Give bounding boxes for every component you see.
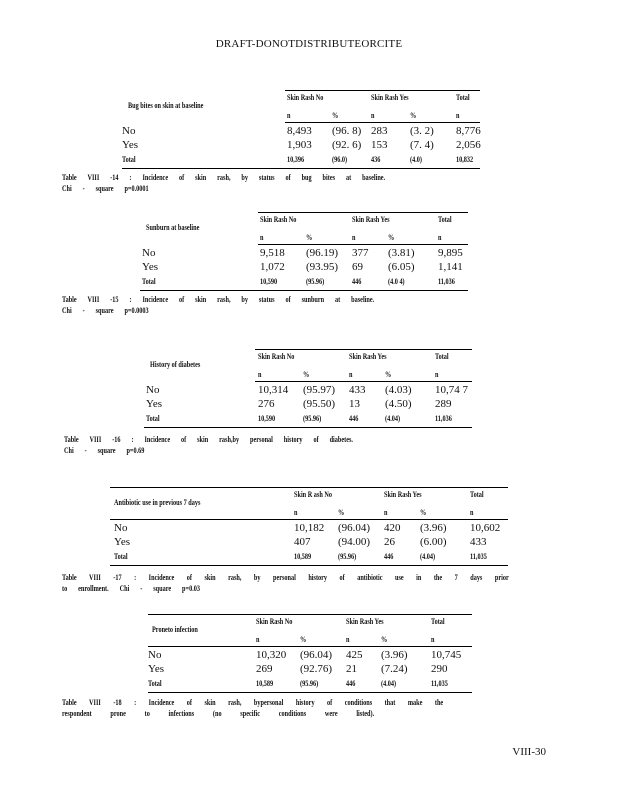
row-label: No <box>146 384 160 396</box>
col-header-total: Total <box>431 617 445 626</box>
cell-yes-pct: (3. 2) <box>410 125 434 137</box>
subheader-n: n <box>349 370 353 379</box>
subheader-pct: % <box>306 233 313 242</box>
total-yes-pct: (4.04) <box>385 414 401 423</box>
table-caption: Table VIII -16 : Incidence of skin rash,by personal history of diabetes. <box>64 435 353 444</box>
cell-no-n: 9,518 <box>260 247 285 259</box>
cell-yes-n: 21 <box>346 663 357 675</box>
cell-yes-n: 420 <box>384 522 401 534</box>
subheader-pct: % <box>300 635 307 644</box>
total-total: 11,035 <box>431 679 448 688</box>
table-top-rule <box>258 212 468 213</box>
row-label: Yes <box>148 663 165 675</box>
total-row-label: Total <box>146 414 160 423</box>
table-statistic: to enrollment. Chi - square p=0.03 <box>62 584 201 593</box>
total-no-pct: (96.0) <box>332 155 348 164</box>
subheader-n: n <box>287 111 291 120</box>
subheader-n: n <box>258 370 262 379</box>
cell-yes-pct: (3.96) <box>381 649 408 661</box>
cell-no-pct: (96.04) <box>338 522 371 534</box>
row-variable-label: Sunburn at baseline <box>146 223 200 232</box>
cell-no-n: 8,493 <box>287 125 312 137</box>
cell-no-pct: (92. 6) <box>332 139 362 151</box>
cell-total: 290 <box>431 663 448 675</box>
table-header-rule <box>255 381 472 382</box>
total-total: 11,035 <box>470 552 487 561</box>
col-header-total: Total <box>435 352 449 361</box>
col-header-rash-yes: Skin Rash Yes <box>349 352 387 361</box>
table-caption: Table VIII -15 : Incidence of skin rash, by status of sunburn at baseline. <box>62 295 375 304</box>
cell-total: 2,056 <box>456 139 481 151</box>
cell-no-pct: (96.04) <box>300 649 333 661</box>
table-statistic: Chi - square p=0.69 <box>64 446 145 455</box>
subheader-n: n <box>371 111 375 120</box>
cell-yes-pct: (4.03) <box>385 384 412 396</box>
table-top-rule <box>285 90 480 91</box>
table-caption: Table VIII -14 : Incidence of skin rash, by status of bug bites at baseline. <box>62 173 386 182</box>
cell-no-n: 276 <box>258 398 275 410</box>
cell-no-n: 407 <box>294 536 311 548</box>
subheader-n: n <box>456 111 460 120</box>
subheader-n: n <box>260 233 264 242</box>
cell-no-n: 10,182 <box>294 522 325 534</box>
row-label: Yes <box>146 398 163 410</box>
table-caption: Table VIII -17 : Incidence of skin rash, by personal history of antibiotic use in the 7 days prior <box>62 573 509 582</box>
total-no-n: 10,589 <box>294 552 312 561</box>
page-header: DRAFT-DONOTDISTRIBUTEORCITE <box>215 38 403 50</box>
table-header-rule <box>258 244 468 245</box>
table-bottom-rule <box>122 168 480 169</box>
cell-yes-pct: (7. 4) <box>410 139 434 151</box>
total-yes-pct: (4.0 4) <box>388 277 405 286</box>
subheader-n: n <box>431 635 435 644</box>
total-total: 10,832 <box>456 155 474 164</box>
subheader-pct: % <box>381 635 388 644</box>
total-no-pct: (95.96) <box>338 552 357 561</box>
table-top-rule <box>110 487 508 488</box>
total-yes-pct: (4.0) <box>410 155 422 164</box>
row-label: Yes <box>122 139 139 151</box>
subheader-n: n <box>346 635 350 644</box>
cell-yes-pct: (3.96) <box>420 522 447 534</box>
cell-yes-n: 425 <box>346 649 363 661</box>
cell-yes-n: 26 <box>384 536 395 548</box>
table-bottom-rule <box>148 692 472 693</box>
cell-total: 433 <box>470 536 487 548</box>
subheader-pct: % <box>410 111 417 120</box>
cell-yes-n: 433 <box>349 384 366 396</box>
cell-yes-pct: (6.05) <box>388 261 415 273</box>
cell-total: 9,895 <box>438 247 463 259</box>
col-header-total: Total <box>470 490 484 499</box>
table-caption: Table VIII -18 : Incidence of skin rash, bypersonal history of conditions that make the <box>62 698 444 707</box>
total-total: 11,036 <box>435 414 452 423</box>
col-header-rash-no: Skin Rash No <box>287 93 324 102</box>
total-row-label: Total <box>122 155 136 164</box>
total-yes-n: 446 <box>352 277 362 286</box>
row-label: Yes <box>142 261 159 273</box>
subheader-pct: % <box>338 508 345 517</box>
table-bottom-rule <box>140 290 468 291</box>
cell-yes-pct: (7.24) <box>381 663 408 675</box>
cell-no-pct: (94.00) <box>338 536 371 548</box>
total-no-pct: (95.96) <box>300 679 319 688</box>
total-no-pct: (95.96) <box>303 414 322 423</box>
total-no-n: 10,590 <box>258 414 276 423</box>
subheader-n: n <box>435 370 439 379</box>
col-header-rash-yes: Skin Rash Yes <box>371 93 409 102</box>
cell-no-n: 1,072 <box>260 261 285 273</box>
subheader-n: n <box>384 508 388 517</box>
table-top-rule <box>255 349 472 350</box>
subheader-pct: % <box>385 370 392 379</box>
cell-no-pct: (95.50) <box>303 398 336 410</box>
cell-total: 289 <box>435 398 452 410</box>
total-no-n: 10,396 <box>287 155 305 164</box>
table-header-rule <box>285 122 480 123</box>
cell-no-n: 1,903 <box>287 139 312 151</box>
cell-no-pct: (95.97) <box>303 384 336 396</box>
row-label: Yes <box>114 536 131 548</box>
subheader-pct: % <box>332 111 339 120</box>
cell-yes-pct: (4.50) <box>385 398 412 410</box>
col-header-total: Total <box>438 215 452 224</box>
total-yes-pct: (4.04) <box>420 552 436 561</box>
cell-total: 10,74 7 <box>435 384 468 396</box>
col-header-rash-no: Skin Rash No <box>258 352 295 361</box>
cell-total: 1,141 <box>438 261 463 273</box>
total-yes-n: 446 <box>384 552 394 561</box>
col-header-rash-yes: Skin Rash Yes <box>346 617 384 626</box>
subheader-n: n <box>352 233 356 242</box>
col-header-rash-yes: Skin Rash Yes <box>352 215 390 224</box>
row-variable-label: History of diabetes <box>150 360 201 369</box>
col-header-total: Total <box>456 93 470 102</box>
cell-no-n: 269 <box>256 663 273 675</box>
row-label: No <box>142 247 156 259</box>
row-variable-label: Proneto infection <box>152 625 198 634</box>
cell-total: 8,776 <box>456 125 481 137</box>
cell-no-n: 10,320 <box>256 649 287 661</box>
cell-no-pct: (92.76) <box>300 663 333 675</box>
col-header-rash-no: Skin Rash No <box>256 617 293 626</box>
cell-no-pct: (96. 8) <box>332 125 362 137</box>
total-row-label: Total <box>148 679 162 688</box>
row-label: No <box>114 522 128 534</box>
total-yes-n: 446 <box>349 414 359 423</box>
row-variable-label: Bug bites on skin at baseline <box>128 101 204 110</box>
col-header-rash-no: Skin R ash No <box>294 490 332 499</box>
total-no-n: 10,590 <box>260 277 278 286</box>
cell-no-pct: (96.19) <box>306 247 339 259</box>
total-row-label: Total <box>114 552 128 561</box>
table-bottom-rule <box>144 427 472 428</box>
cell-yes-pct: (6.00) <box>420 536 447 548</box>
total-no-n: 10,589 <box>256 679 274 688</box>
table-bottom-rule <box>110 565 508 566</box>
cell-yes-n: 153 <box>371 139 388 151</box>
cell-yes-pct: (3.81) <box>388 247 415 259</box>
subheader-n: n <box>294 508 298 517</box>
cell-no-pct: (93.95) <box>306 261 339 273</box>
total-total: 11,036 <box>438 277 455 286</box>
cell-yes-n: 13 <box>349 398 360 410</box>
total-no-pct: (95.96) <box>306 277 325 286</box>
cell-yes-n: 283 <box>371 125 388 137</box>
cell-total: 10,745 <box>431 649 462 661</box>
row-label: No <box>122 125 136 137</box>
subheader-pct: % <box>420 508 427 517</box>
table-header-rule <box>148 646 472 647</box>
table-header-rule <box>110 519 508 520</box>
col-header-rash-no: Skin Rash No <box>260 215 297 224</box>
table-statistic: respondent prone to infections (no specific conditions were listed). <box>62 709 375 718</box>
col-header-rash-yes: Skin Rash Yes <box>384 490 422 499</box>
total-yes-n: 446 <box>346 679 356 688</box>
table-statistic: Chi - square p=0.0001 <box>62 184 149 193</box>
table-top-rule <box>148 614 472 615</box>
subheader-pct: % <box>388 233 395 242</box>
subheader-n: n <box>256 635 260 644</box>
cell-yes-n: 69 <box>352 261 363 273</box>
cell-total: 10,602 <box>470 522 501 534</box>
cell-yes-n: 377 <box>352 247 369 259</box>
cell-no-n: 10,314 <box>258 384 289 396</box>
subheader-pct: % <box>303 370 310 379</box>
row-variable-label: Antibiotic use in previous 7 days <box>114 498 201 507</box>
table-statistic: Chi - square p=0.0003 <box>62 306 149 315</box>
subheader-n: n <box>438 233 442 242</box>
row-label: No <box>148 649 162 661</box>
total-row-label: Total <box>142 277 156 286</box>
subheader-n: n <box>470 508 474 517</box>
total-yes-n: 436 <box>371 155 381 164</box>
page-number: VIII-30 <box>512 746 546 758</box>
total-yes-pct: (4.04) <box>381 679 397 688</box>
